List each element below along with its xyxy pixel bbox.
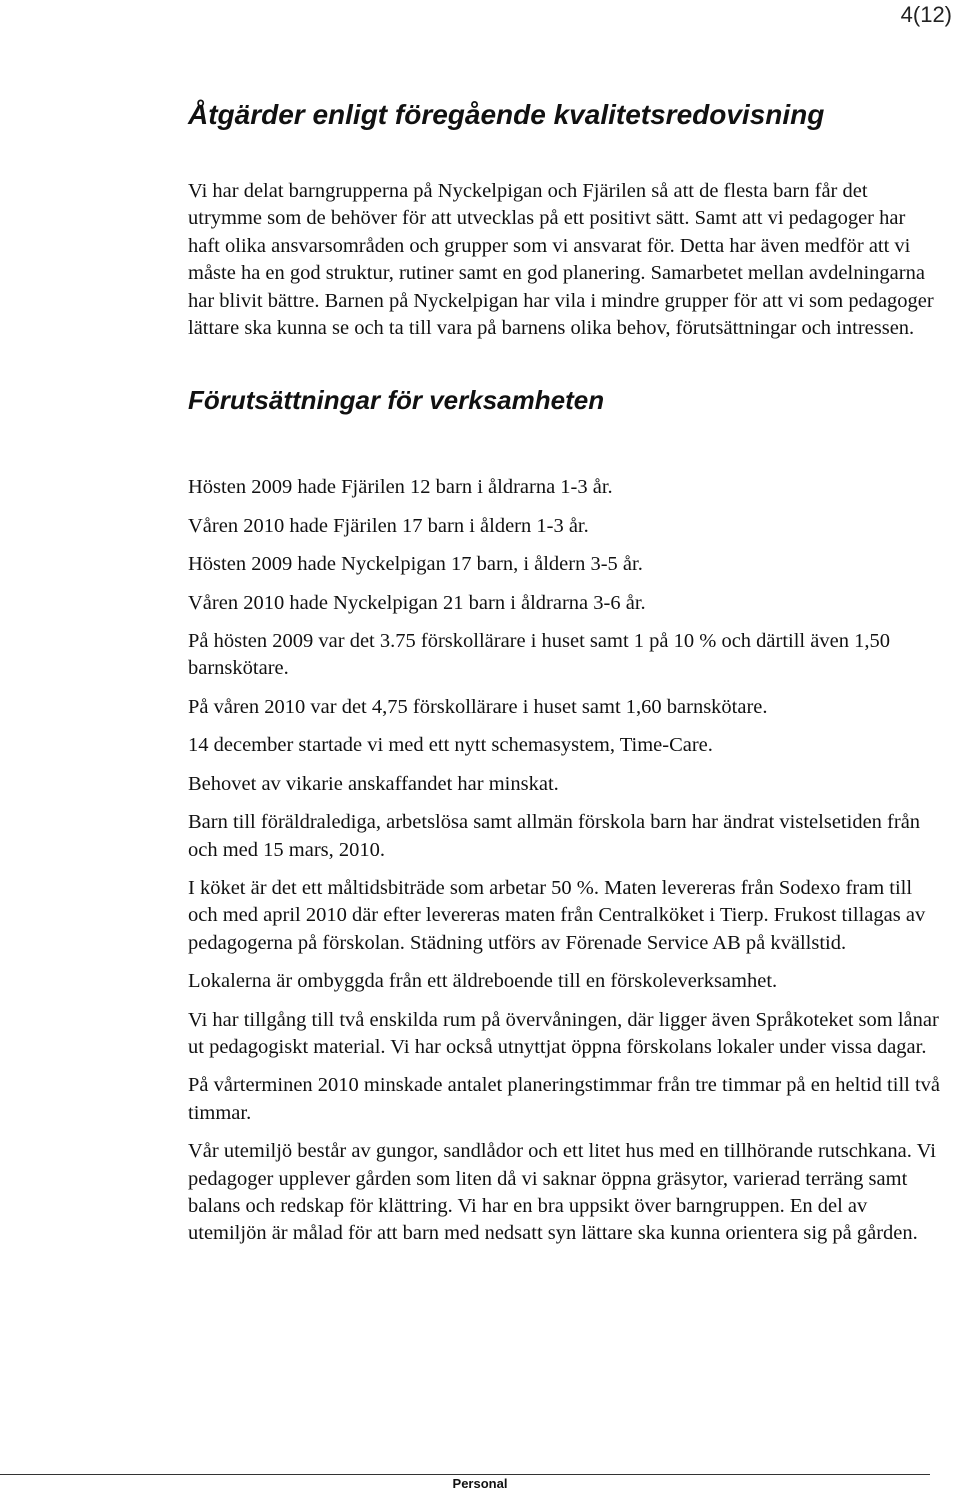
page-number: 4(12) xyxy=(900,2,952,27)
measures-paragraph: Vi har delat barngrupperna på Nyckelpigan och Fjärilen så att de flesta barn får det utrymme som de behöver för att utvecklas på ett positivt sätt. Samt att vi pedagoger har haft olika ansvarsområden och grupper som vi ansvarat för. Detta har även medför att vi måste ha en god struktur, rutiner samt en god planering. Samarbetet mellan avdelningarna har blivit bättre. Barnen på Nyckelpigan har vila i mindre grupper för att vi som pedagoger lättare ska kunna se och ta till vara på barnens olika behov, förutsättningar och intressen. xyxy=(188,180,934,340)
conditions-paragraph: Våren 2010 hade Nyckelpigan 21 barn i åldrarna 3-6 år. xyxy=(188,591,646,614)
conditions-paragraph: Hösten 2009 hade Nyckelpigan 17 barn, i åldern 3-5 år. xyxy=(188,553,643,576)
conditions-paragraph: I köket är det ett måltidsbiträde som arbetar 50 %. Maten levereras från Sodexo fram till och med april 2010 där efter levereras maten från Centralköket i Tierp. Frukost tillagas av pedagogerna på förskolan. Städning utförs av Förenade Service AB på kvällstid. xyxy=(188,876,926,954)
conditions-paragraph: Hösten 2009 hade Fjärilen 12 barn i åldrarna 1-3 år. xyxy=(188,476,613,499)
conditions-paragraph: Lokalerna är ombyggda från ett äldreboende till en förskoleverksamhet. xyxy=(188,970,778,993)
footer-classification: Personal xyxy=(452,1476,508,1491)
conditions-paragraph: Barn till föräldralediga, arbetslösa samt allmän förskola barn har ändrat vistelsetiden från och med 15 mars, 2010. xyxy=(188,811,921,861)
conditions-paragraph: På våren 2010 var det 4,75 förskollärare i huset samt 1,60 barnskötare. xyxy=(188,695,768,718)
conditions-paragraph: Vi har tillgång till två enskilda rum på övervåningen, där ligger även Språkoteket som lånar ut pedagogiskt material. Vi har också utnyttjat öppna förskolans lokaler under vissa dagar. xyxy=(188,1008,939,1058)
conditions-paragraph: På vårterminen 2010 minskade antalet planeringstimmar från tre timmar på en heltid till två timmar. xyxy=(188,1074,941,1124)
footer-divider xyxy=(0,1474,930,1475)
conditions-paragraph: Våren 2010 hade Fjärilen 17 barn i åldern 1-3 år. xyxy=(188,514,589,537)
conditions-list xyxy=(188,474,940,1247)
conditions-paragraph: 14 december startade vi med ett nytt schemasystem, Time-Care. xyxy=(188,734,713,757)
document-body xyxy=(188,98,940,1259)
conditions-paragraph: Vår utemiljö består av gungor, sandlådor och ett litet hus med en tillhörande rutschkana. Vi pedagoger upplever gården som liten då vi saknar öppna gräsytor, varierad terräng samt balans och redskap för klättring. Vi har en bra uppsikt över barngruppen. En del av utemiljön är målad för att barn med nedsatt syn lättare ska kunna orientera sig på gården. xyxy=(188,1140,936,1245)
conditions-paragraph: På hösten 2009 var det 3.75 förskollärare i huset samt 1 på 10 % och därtill även 1,50 barnskötare. xyxy=(188,630,890,680)
section-heading-conditions: Förutsättningar för verksamheten xyxy=(188,385,605,416)
conditions-paragraph: Behovet av vikarie anskaffandet har minskat. xyxy=(188,772,559,795)
section-heading-measures: Åtgärder enligt föregående kvalitetsredovisning xyxy=(188,99,825,130)
